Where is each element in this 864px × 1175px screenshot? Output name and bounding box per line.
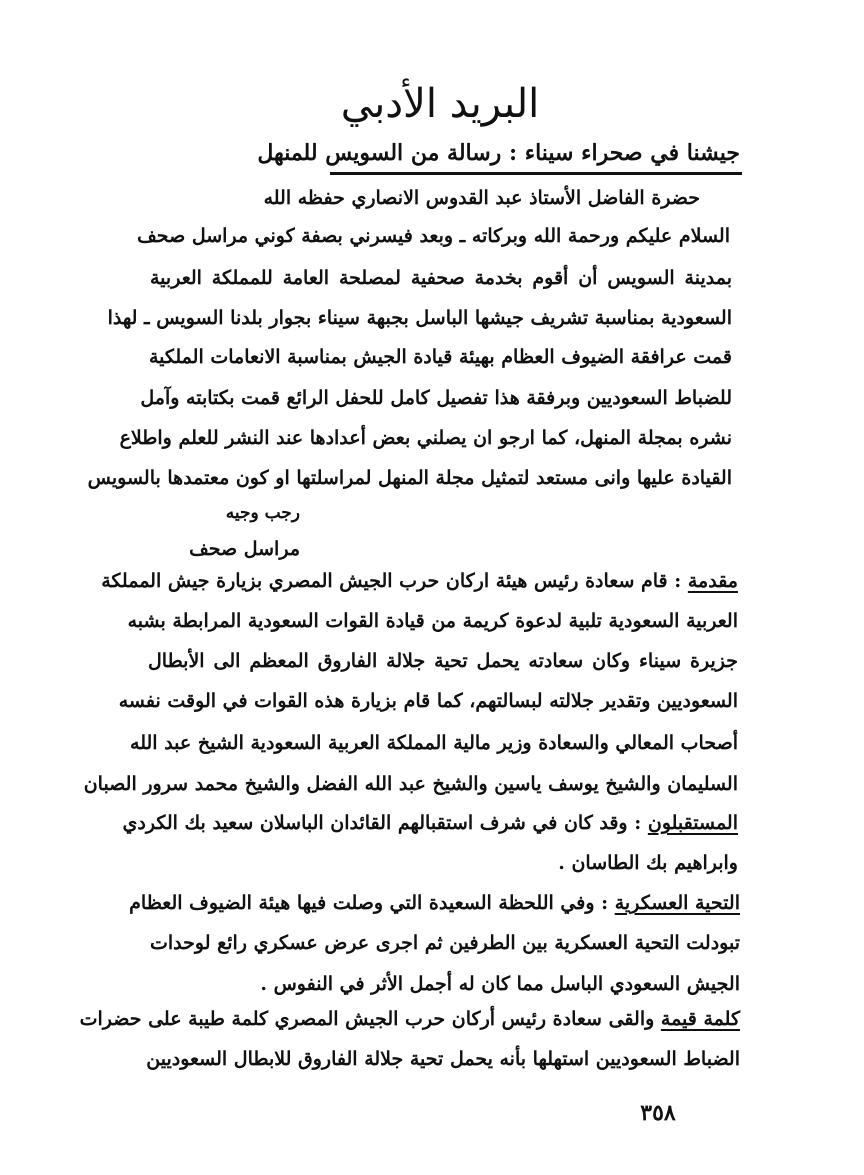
letter-line: للضباط السعوديين وبرفقة هذا تفصيل كامل للحفل الرائع قمت بكتابته وآمل bbox=[140, 387, 732, 409]
speech-label: كلمة قيمة bbox=[660, 1008, 740, 1030]
intro-line: السليمان والشيخ يوسف ياسين والشيخ عبد الله الفضل والشيخ محمد سرور الصبان bbox=[83, 773, 738, 795]
letter-salutation: حضرة الفاضل الأستاذ عبد القدوس الانصاري حفظه الله bbox=[263, 187, 700, 209]
salute-label: التحية العسكرية bbox=[614, 892, 740, 914]
escort-text: : وقد كان في شرف استقبالهم القائدان الباسلان سعيد بك الكردي bbox=[122, 812, 648, 834]
intro-line: أصحاب المعالي والسعادة وزير مالية المملكة العربية السعودية الشيخ عبد الله bbox=[130, 732, 738, 754]
intro-text: : قام سعادة رئيس هيئة اركان حرب الجيش المصري بزيارة جيش المملكة bbox=[101, 570, 688, 592]
escort-label: المستقبلون bbox=[647, 812, 738, 834]
escort-line bbox=[122, 812, 738, 835]
speech-line: الضباط السعوديين استهلها بأنه يحمل تحية جلالة الفاروق للابطال السعوديين bbox=[146, 1048, 740, 1070]
intro-first-line bbox=[101, 570, 738, 593]
masthead-title: البريد الأدبي bbox=[340, 81, 540, 127]
page-number: ٣٥٨ bbox=[640, 1100, 676, 1126]
salute-line: الجيش السعودي الباسل مما كان له أجمل الأثر في النفوس . bbox=[260, 973, 740, 995]
letter-line: قمت عرافقة الضيوف العظام بهيئة قيادة الجيش بمناسبة الانعامات الملكية bbox=[148, 346, 732, 368]
speech-first-line bbox=[79, 1008, 740, 1031]
salute-line: تبودلت التحية العسكرية بين الطرفين ثم اجرى عرض عسكري رائع لوحدات bbox=[150, 932, 740, 954]
intro-line: السعوديين وتقدير جلالته لبسالتهم، كما قام بزيارة هذه القوات في الوقت نفسه bbox=[118, 690, 738, 712]
intro-label: مقدمة bbox=[687, 570, 738, 592]
article-headline: جيشنا في صحراء سيناء : رسالة من السويس للمنهل bbox=[257, 140, 740, 166]
letter-line: بمدينة السويس أن أقوم بخدمة صحفية لمصلحة العامة للمملكة العربية bbox=[150, 267, 732, 289]
signature-title: مراسل صحف bbox=[189, 538, 300, 560]
intro-line: جزيرة سيناء وكان سعادته يحمل تحية جلالة الفاروق المعظم الى الأبطال bbox=[148, 650, 738, 672]
letter-line: القيادة عليها وانى مستعد لتمثيل مجلة المنهل لمراسلتها او كون معتمدها بالسويس bbox=[87, 467, 732, 489]
intro-line: العربية السعودية تلبية لدعوة كريمة من قيادة القوات السعودية المرابطة بشبه bbox=[127, 610, 738, 632]
letter-line: السلام عليكم ورحمة الله وبركاته ـ وبعد فيسرني بصفة كوني مراسل صحف bbox=[137, 225, 730, 247]
letter-line: نشره بمجلة المنهل، كما ارجو ان يصلني بعض أعدادها عند النشر للعلم واطلاع bbox=[119, 427, 732, 449]
salute-text: : وفي اللحظة السعيدة التي وصلت فيها هيئة الضيوف العظام bbox=[129, 892, 615, 914]
headline-rule bbox=[330, 172, 742, 175]
signature-name: رجب وجيه bbox=[225, 503, 300, 523]
salute-first-line bbox=[129, 892, 740, 915]
speech-text: والقى سعادة رئيس أركان حرب الجيش المصري كلمة طيبة على حضرات bbox=[79, 1008, 661, 1030]
intro-last-line: وابراهيم بك الطاسان . bbox=[558, 852, 738, 874]
letter-line: السعودية بمناسبة تشريف جيشها الباسل بجبهة سيناء بجوار بلدنا السويس ـ لهذا bbox=[107, 307, 732, 329]
